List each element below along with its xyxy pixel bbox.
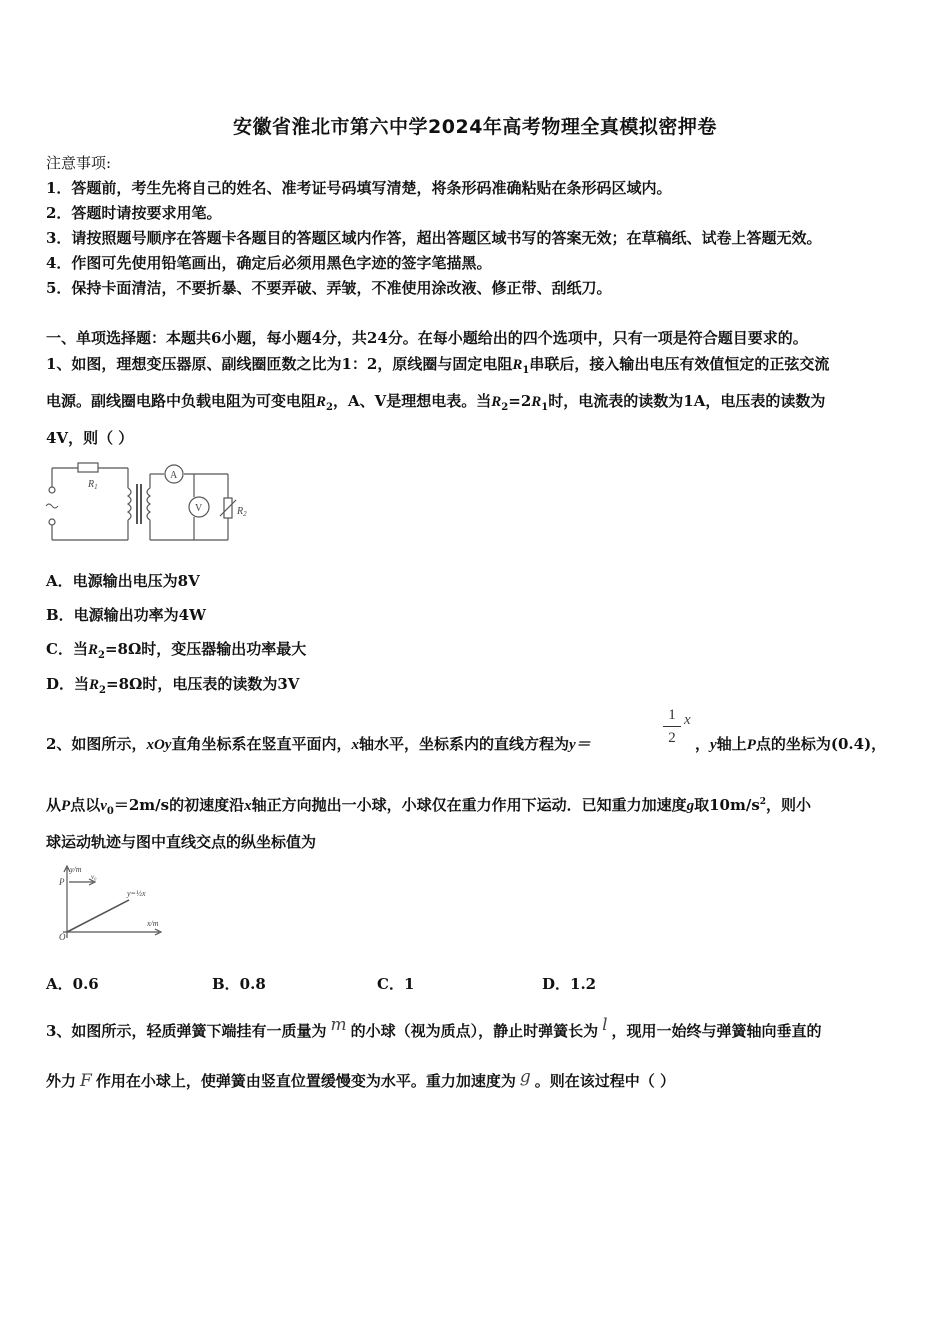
notice-item: 3．请按照题号顺序在答题卡各题目的答题区域内作答，超出答题区域书写的答案无效；在草稿纸、试卷上答题无效。 (46, 229, 822, 247)
q2-line-1-right: ，y轴上P点的坐标为(0.4)， (695, 735, 887, 753)
r1-label: $R_1$ (88, 479, 98, 491)
q2-coordinate-figure (55, 862, 175, 944)
r2-label: $R_2$ (237, 506, 247, 518)
q2-option-c[interactable]: C．1 (377, 975, 415, 993)
origin-label: O (59, 932, 66, 942)
q2-line-3: 球运动轨迹与图中直线交点的纵坐标值为 (46, 833, 317, 851)
q1-option-a[interactable]: A．电源输出电压为8V (46, 572, 200, 590)
notice-heading: 注意事项: (46, 154, 112, 172)
page-title: 安徽省淮北市第六中学2024年高考物理全真模拟密押卷 (233, 116, 717, 138)
q1-line-1: 1、如图，理想变压器原、副线圈匝数之比为1：2，原线圈与固定电阻$R_1$串联后，接入输出电压有效值恒定的正弦交流 (46, 355, 830, 376)
q3-line-1: 3、如图所示，轻质弹簧下端挂有一质量为 m 的小球（视为质点），静止时弹簧长为 l ，现用一始终与弹簧轴向垂直的 (46, 1015, 822, 1040)
q2-option-d[interactable]: D．1.2 (542, 975, 597, 993)
q1-option-b[interactable]: B．电源输出功率为4W (46, 606, 206, 624)
notice-item: 4．作图可先使用铅笔画出，确定后必须用黑色字迹的签字笔描黑。 (46, 254, 492, 272)
q2-option-b[interactable]: B．0.8 (212, 975, 266, 993)
ammeter-label: A (170, 470, 178, 481)
q2-option-a[interactable]: A．0.6 (46, 975, 99, 993)
q1-option-c[interactable]: C．当$R_2=8\Omega$时，变压器输出功率最大 (46, 640, 307, 661)
notice-item: 1．答题前，考生先将自己的姓名、准考证号码填写清楚，将条形码准确粘贴在条形码区域内。 (46, 179, 672, 197)
q1-circuit-figure (44, 460, 264, 548)
section-heading: 一、单项选择题：本题共6小题，每小题4分，共24分。在每小题给出的四个选项中，只有一项是符合题目要求的。 (46, 329, 808, 347)
line-equation-label: y=½x (127, 889, 146, 898)
q1-line-3: 4V，则（ ） (46, 429, 134, 447)
x-axis-label: x/m (147, 919, 159, 928)
q1-line-2: 电源。副线圈电路中负载电阻为可变电阻$R_2$，A、V是理想电表。当$R_2=2R_1$时，电流表的读数为1A，电压表的读数为 (46, 392, 826, 413)
p-point-label: P (59, 877, 65, 887)
q2-line-2: 从P点以$v_0=2m/s$的初速度沿x轴正方向抛出一小球，小球仅在重力作用下运动．已知重力加速度g取$10m/s^2$，则小 (46, 796, 812, 817)
q2-line-1-left: 2、如图所示，xOy直角坐标系在竖直平面内，x轴水平，坐标系内的直线方程为y＝ (46, 735, 591, 753)
q1-option-d[interactable]: D．当$R_2=8\Omega$时，电压表的读数为3V (46, 675, 300, 696)
notice-item: 2．答题时请按要求用笔。 (46, 204, 222, 222)
q2-fraction-x: x (684, 712, 691, 728)
q2-fraction: 1 2 (663, 706, 681, 747)
notice-item: 5．保持卡面清洁，不要折暴、不要弄破、弄皱，不准使用涂改液、修正带、刮纸刀。 (46, 279, 612, 297)
y-axis-label: y/m (70, 865, 82, 874)
v0-label: v₀ (91, 873, 97, 881)
voltmeter-label: V (195, 503, 203, 514)
q3-line-2: 外力 F 作用在小球上，使弹簧由竖直位置缓慢变为水平。重力加速度为 g 。则在该过程中（ ） (46, 1067, 675, 1091)
